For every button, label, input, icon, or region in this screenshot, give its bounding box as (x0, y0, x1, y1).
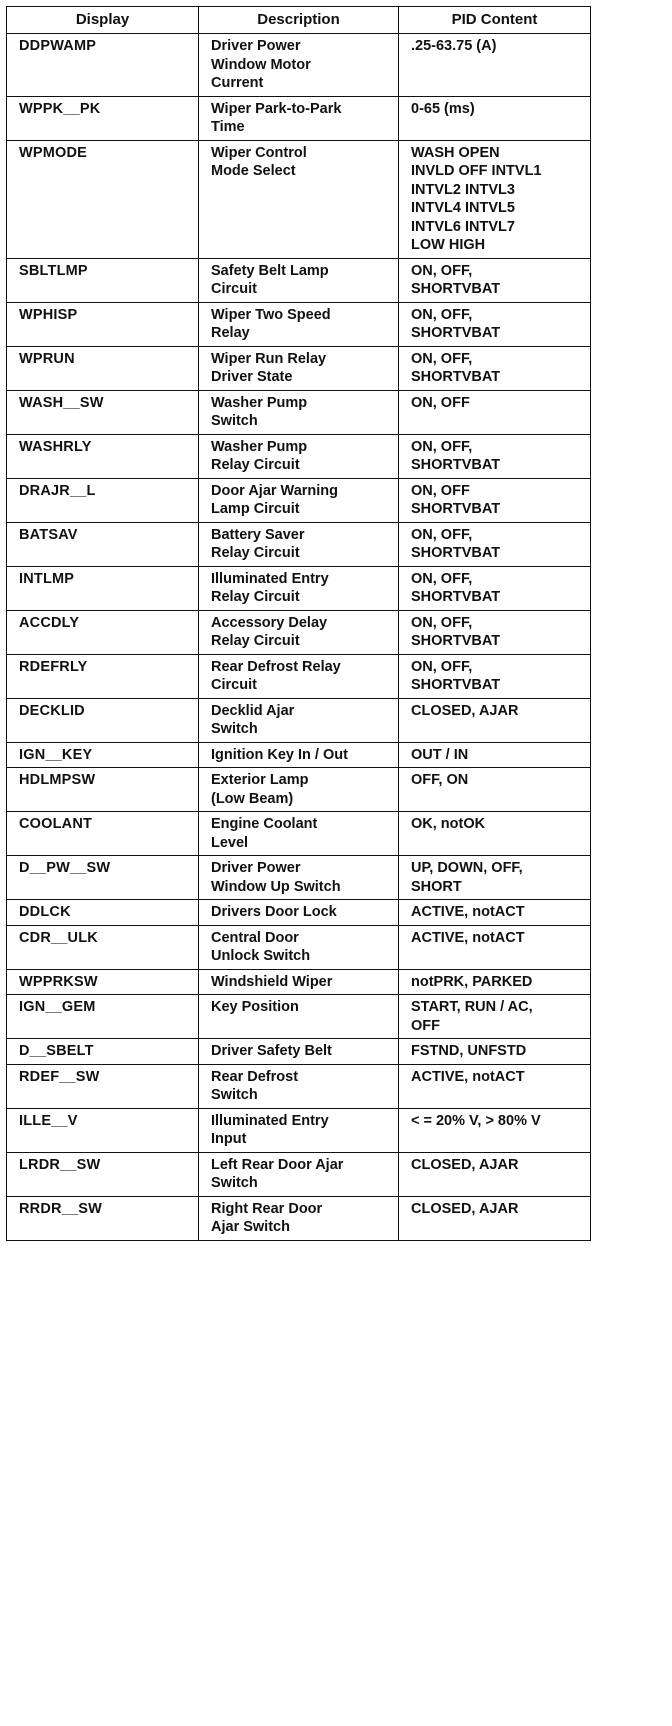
display-cell: SBLTLMP (7, 258, 199, 302)
table-row (7, 434, 591, 478)
display-cell: WASH__SW (7, 390, 199, 434)
description-cell: Windshield Wiper (199, 969, 399, 995)
display-cell: IGN__KEY (7, 742, 199, 768)
pid-content-cell: CLOSED, AJAR (399, 1196, 591, 1240)
description-cell: Driver Power Window Motor Current (199, 34, 399, 97)
pid-content-cell: OFF, ON (399, 768, 591, 812)
table-row (7, 302, 591, 346)
description-cell: Safety Belt Lamp Circuit (199, 258, 399, 302)
table-row (7, 995, 591, 1039)
pid-content-cell: 0-65 (ms) (399, 96, 591, 140)
table-row (7, 34, 591, 97)
display-cell: D__SBELT (7, 1039, 199, 1065)
pid-content-cell: ON, OFF, SHORTVBAT (399, 654, 591, 698)
display-cell: D__PW__SW (7, 856, 199, 900)
pid-content-cell: FSTND, UNFSTD (399, 1039, 591, 1065)
display-cell: RDEF__SW (7, 1064, 199, 1108)
table-row (7, 478, 591, 522)
description-cell: Accessory Delay Relay Circuit (199, 610, 399, 654)
pid-content-cell: OUT / IN (399, 742, 591, 768)
table-row (7, 969, 591, 995)
description-cell: Washer Pump Switch (199, 390, 399, 434)
description-cell: Driver Safety Belt (199, 1039, 399, 1065)
column-header-description: Description (199, 7, 399, 34)
pid-content-cell: ON, OFF, SHORTVBAT (399, 302, 591, 346)
display-cell: WPHISP (7, 302, 199, 346)
table-body (7, 34, 591, 1241)
display-cell: DRAJR__L (7, 478, 199, 522)
pid-content-cell: ACTIVE, notACT (399, 1064, 591, 1108)
description-cell: Right Rear Door Ajar Switch (199, 1196, 399, 1240)
pid-content-cell: ON, OFF, SHORTVBAT (399, 434, 591, 478)
table-row (7, 856, 591, 900)
table-row (7, 742, 591, 768)
pid-table (6, 6, 591, 1241)
description-cell: Wiper Park-to-Park Time (199, 96, 399, 140)
pid-content-cell: CLOSED, AJAR (399, 1152, 591, 1196)
description-cell: Left Rear Door Ajar Switch (199, 1152, 399, 1196)
description-cell: Illuminated Entry Relay Circuit (199, 566, 399, 610)
pid-content-cell: < = 20% V, > 80% V (399, 1108, 591, 1152)
pid-content-cell: START, RUN / AC, OFF (399, 995, 591, 1039)
table-row (7, 1152, 591, 1196)
description-cell: Drivers Door Lock (199, 900, 399, 926)
display-cell: ILLE__V (7, 1108, 199, 1152)
column-header-display: Display (7, 7, 199, 34)
display-cell: IGN__GEM (7, 995, 199, 1039)
table-row (7, 925, 591, 969)
description-cell: Wiper Run Relay Driver State (199, 346, 399, 390)
description-cell: Driver Power Window Up Switch (199, 856, 399, 900)
description-cell: Wiper Control Mode Select (199, 140, 399, 258)
description-cell: Engine Coolant Level (199, 812, 399, 856)
column-header-pid-content: PID Content (399, 7, 591, 34)
table-row (7, 346, 591, 390)
table-row (7, 1196, 591, 1240)
pid-content-cell: ON, OFF, SHORTVBAT (399, 522, 591, 566)
table-row (7, 522, 591, 566)
display-cell: DECKLID (7, 698, 199, 742)
description-cell: Wiper Two Speed Relay (199, 302, 399, 346)
table-row (7, 768, 591, 812)
table-header (7, 7, 591, 34)
description-cell: Door Ajar Warning Lamp Circuit (199, 478, 399, 522)
pid-content-cell: UP, DOWN, OFF, SHORT (399, 856, 591, 900)
table-row (7, 900, 591, 926)
table-row (7, 140, 591, 258)
pid-content-cell: ON, OFF, SHORTVBAT (399, 566, 591, 610)
table-row (7, 390, 591, 434)
pid-content-cell: notPRK, PARKED (399, 969, 591, 995)
table-row (7, 654, 591, 698)
description-cell: Illuminated Entry Input (199, 1108, 399, 1152)
display-cell: RRDR__SW (7, 1196, 199, 1240)
table-row (7, 698, 591, 742)
description-cell: Exterior Lamp (Low Beam) (199, 768, 399, 812)
pid-content-cell: ON, OFF, SHORTVBAT (399, 346, 591, 390)
table-row (7, 1108, 591, 1152)
pid-content-cell: ON, OFF, SHORTVBAT (399, 258, 591, 302)
table-row (7, 1064, 591, 1108)
table-row (7, 1039, 591, 1065)
display-cell: RDEFRLY (7, 654, 199, 698)
display-cell: DDPWAMP (7, 34, 199, 97)
pid-content-cell: OK, notOK (399, 812, 591, 856)
description-cell: Battery Saver Relay Circuit (199, 522, 399, 566)
pid-content-cell: .25-63.75 (A) (399, 34, 591, 97)
pid-content-cell: CLOSED, AJAR (399, 698, 591, 742)
table-row (7, 610, 591, 654)
pid-content-cell: ACTIVE, notACT (399, 900, 591, 926)
display-cell: INTLMP (7, 566, 199, 610)
document-page (6, 6, 590, 1241)
description-cell: Rear Defrost Switch (199, 1064, 399, 1108)
display-cell: LRDR__SW (7, 1152, 199, 1196)
description-cell: Key Position (199, 995, 399, 1039)
description-cell: Decklid Ajar Switch (199, 698, 399, 742)
table-row (7, 812, 591, 856)
pid-content-cell: ACTIVE, notACT (399, 925, 591, 969)
description-cell: Rear Defrost Relay Circuit (199, 654, 399, 698)
display-cell: COOLANT (7, 812, 199, 856)
display-cell: WPPK__PK (7, 96, 199, 140)
table-row (7, 258, 591, 302)
display-cell: HDLMPSW (7, 768, 199, 812)
table-row (7, 566, 591, 610)
description-cell: Central Door Unlock Switch (199, 925, 399, 969)
table-row (7, 96, 591, 140)
display-cell: CDR__ULK (7, 925, 199, 969)
header-row (7, 7, 591, 34)
pid-content-cell: WASH OPEN INVLD OFF INTVL1 INTVL2 INTVL3 INTVL4 INTVL5 INTVL6 INTVL7 LOW HIGH (399, 140, 591, 258)
display-cell: ACCDLY (7, 610, 199, 654)
pid-content-cell: ON, OFF (399, 390, 591, 434)
display-cell: WASHRLY (7, 434, 199, 478)
description-cell: Ignition Key In / Out (199, 742, 399, 768)
display-cell: WPRUN (7, 346, 199, 390)
display-cell: WPMODE (7, 140, 199, 258)
pid-content-cell: ON, OFF SHORTVBAT (399, 478, 591, 522)
display-cell: DDLCK (7, 900, 199, 926)
description-cell: Washer Pump Relay Circuit (199, 434, 399, 478)
pid-content-cell: ON, OFF, SHORTVBAT (399, 610, 591, 654)
display-cell: BATSAV (7, 522, 199, 566)
display-cell: WPPRKSW (7, 969, 199, 995)
